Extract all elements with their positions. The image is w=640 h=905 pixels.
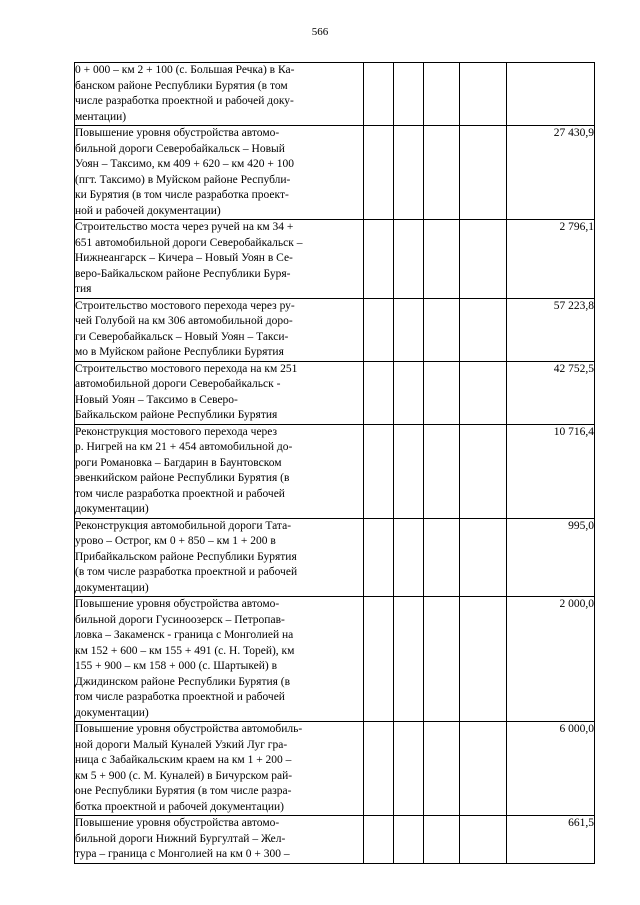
description-line: веро-Байкальском районе Республики Буря- bbox=[75, 267, 291, 280]
description-line: оне Республики Бурятия (в том числе разра- bbox=[75, 785, 292, 797]
empty-cell bbox=[424, 518, 460, 597]
empty-cell bbox=[394, 816, 424, 864]
description-line: Повышение уровня обустройства автомо- bbox=[75, 598, 280, 610]
empty-cell bbox=[424, 597, 460, 722]
description-line: тура – граница с Монголией на км 0 + 300 – bbox=[75, 848, 290, 860]
table-row bbox=[75, 424, 595, 518]
empty-cell bbox=[394, 424, 424, 518]
table-row bbox=[75, 298, 595, 361]
empty-cell bbox=[394, 518, 424, 597]
empty-cell bbox=[460, 126, 507, 220]
description-line: ной дороги Малый Куналей Узкий Луг гра- bbox=[75, 738, 288, 751]
description-line: эвенкийском районе Республики Бурятия (в bbox=[75, 472, 290, 484]
description-line: ки Бурятия (в том числе разработка проект- bbox=[75, 189, 289, 201]
description-line: мо в Муйском районе Республики Бурятия bbox=[75, 346, 284, 358]
empty-cell bbox=[424, 298, 460, 361]
description-line: 0 + 000 – км 2 + 100 (с. Большая Речка) в Ка- bbox=[75, 64, 295, 76]
description-line: ментации) bbox=[75, 110, 127, 123]
description-line: Байкальском районе Республики Бурятия bbox=[75, 409, 278, 421]
empty-cell bbox=[424, 722, 460, 816]
project-description-cell bbox=[75, 424, 364, 518]
empty-cell bbox=[364, 298, 394, 361]
description-line: ница с Забайкальским краем на км 1 + 200 – bbox=[75, 754, 292, 766]
table-row bbox=[75, 518, 595, 597]
empty-cell bbox=[424, 361, 460, 424]
empty-cell bbox=[394, 126, 424, 220]
description-line: р. Нигрей на км 21 + 454 автомобильной до- bbox=[75, 441, 293, 453]
empty-cell bbox=[364, 722, 394, 816]
empty-cell bbox=[460, 220, 507, 299]
project-description-cell bbox=[75, 597, 364, 722]
description-line: Реконструкция автомобильной дороги Тата- bbox=[75, 519, 292, 532]
empty-cell bbox=[364, 816, 394, 864]
description-line: том числе разработка проектной и рабочей bbox=[75, 691, 285, 703]
empty-cell bbox=[364, 361, 394, 424]
amount-cell: 6 000,0 bbox=[507, 722, 595, 816]
empty-cell bbox=[364, 424, 394, 518]
description-line: Прибайкальском районе Республики Бурятия bbox=[75, 550, 297, 563]
description-line: том числе разработка проектной и рабочей bbox=[75, 487, 285, 500]
description-line: 155 + 900 – км 158 + 000 (с. Шартыкей) в bbox=[75, 660, 278, 672]
empty-cell bbox=[394, 298, 424, 361]
amount-cell: 27 430,9 bbox=[507, 126, 595, 220]
description-line: документации) bbox=[75, 581, 149, 594]
description-line: Строительство мостового перехода на км 251 bbox=[75, 362, 298, 375]
empty-cell bbox=[460, 597, 507, 722]
table-row bbox=[75, 361, 595, 424]
description-line: Новый Уоян – Таксимо в Северо- bbox=[75, 393, 238, 406]
amount-cell: 2 796,1 bbox=[507, 220, 595, 299]
empty-cell bbox=[364, 518, 394, 597]
description-line: документации) bbox=[75, 706, 149, 719]
description-line: Повышение уровня обустройства автомо- bbox=[75, 817, 280, 829]
empty-cell bbox=[424, 63, 460, 126]
empty-cell bbox=[460, 63, 507, 126]
page-number: 566 bbox=[311, 26, 329, 38]
description-line: Джидинском районе Республики Бурятия (в bbox=[75, 675, 291, 688]
description-line: ботка проектной и рабочей документации) bbox=[75, 800, 284, 813]
description-line: Строительство мостового перехода через ру- bbox=[75, 299, 295, 312]
project-description-cell bbox=[75, 298, 364, 361]
description-line: ловка – Закаменск - граница с Монголией на bbox=[75, 629, 294, 641]
project-description-cell bbox=[75, 63, 364, 126]
amount-cell: 42 752,5 bbox=[507, 361, 595, 424]
empty-cell bbox=[460, 361, 507, 424]
table-row bbox=[75, 816, 595, 864]
description-line: Уоян – Таксимо, км 409 + 620 – км 420 + 100 bbox=[75, 158, 294, 170]
empty-cell bbox=[460, 722, 507, 816]
description-line: бильной дороги Гусиноозерск – Петропав- bbox=[75, 613, 285, 626]
description-line: км 152 + 600 – км 155 + 491 (с. Н. Торей), км bbox=[75, 644, 295, 657]
empty-cell bbox=[424, 126, 460, 220]
empty-cell bbox=[424, 424, 460, 518]
budget-table bbox=[74, 62, 595, 864]
description-line: числе разработка проектной и рабочей доку- bbox=[75, 95, 294, 107]
table-row bbox=[75, 63, 595, 126]
table-row bbox=[75, 126, 595, 220]
empty-cell bbox=[364, 126, 394, 220]
empty-cell bbox=[460, 424, 507, 518]
project-description-cell bbox=[75, 816, 364, 864]
description-line: тия bbox=[75, 283, 92, 295]
empty-cell bbox=[364, 63, 394, 126]
table-body bbox=[75, 63, 595, 864]
empty-cell bbox=[460, 518, 507, 597]
description-line: ги Северобайкальск – Новый Уоян – Такси- bbox=[75, 330, 289, 343]
table-row bbox=[75, 722, 595, 816]
description-line: бильной дороги Северобайкальск – Новый bbox=[75, 142, 285, 155]
description-line: 651 автомобильной дороги Северобайкальск – bbox=[75, 236, 303, 249]
amount-cell: 995,0 bbox=[507, 518, 595, 597]
empty-cell bbox=[364, 597, 394, 722]
description-line: урово – Острог, км 0 + 850 – км 1 + 200 в bbox=[75, 535, 276, 547]
table-row bbox=[75, 220, 595, 299]
description-line: (в том числе разработка проектной и рабочей bbox=[75, 566, 298, 578]
project-description-cell bbox=[75, 518, 364, 597]
amount-cell bbox=[507, 63, 595, 126]
empty-cell bbox=[394, 220, 424, 299]
empty-cell bbox=[394, 63, 424, 126]
description-line: чей Голубой на км 306 автомобильной доро- bbox=[75, 315, 293, 327]
empty-cell bbox=[394, 722, 424, 816]
amount-cell: 2 000,0 bbox=[507, 597, 595, 722]
description-line: Нижнеангарск – Кичера – Новый Уоян в Се- bbox=[75, 252, 293, 264]
project-description-cell bbox=[75, 361, 364, 424]
description-line: Реконструкция мостового перехода через bbox=[75, 425, 278, 438]
empty-cell bbox=[460, 816, 507, 864]
description-line: Повышение уровня обустройства автомо- bbox=[75, 127, 280, 139]
description-line: км 5 + 900 (с. М. Куналей) в Бичурском рай- bbox=[75, 769, 293, 782]
empty-cell bbox=[364, 220, 394, 299]
description-line: (пгт. Таксимо) в Муйском районе Республи- bbox=[75, 173, 291, 186]
amount-cell: 10 716,4 bbox=[507, 424, 595, 518]
project-description-cell bbox=[75, 220, 364, 299]
description-line: документации) bbox=[75, 503, 149, 515]
amount-cell: 57 223,8 bbox=[507, 298, 595, 361]
description-line: автомобильной дороги Северобайкальск - bbox=[75, 378, 281, 390]
description-line: бильной дороги Нижний Бургултай – Жел- bbox=[75, 832, 286, 845]
description-line: роги Романовка – Багдарин в Баунтовском bbox=[75, 456, 282, 469]
empty-cell bbox=[394, 361, 424, 424]
project-description-cell bbox=[75, 126, 364, 220]
description-line: Строительство моста через ручей на км 34 + bbox=[75, 221, 294, 233]
empty-cell bbox=[394, 597, 424, 722]
description-line: банском районе Республики Бурятия (в том bbox=[75, 79, 288, 92]
table-row bbox=[75, 597, 595, 722]
amount-cell: 661,5 bbox=[507, 816, 595, 864]
project-description-cell bbox=[75, 722, 364, 816]
empty-cell bbox=[424, 816, 460, 864]
empty-cell bbox=[424, 220, 460, 299]
description-line: Повышение уровня обустройства автомобиль- bbox=[75, 723, 303, 735]
description-line: ной и рабочей документации) bbox=[75, 204, 221, 217]
empty-cell bbox=[460, 298, 507, 361]
